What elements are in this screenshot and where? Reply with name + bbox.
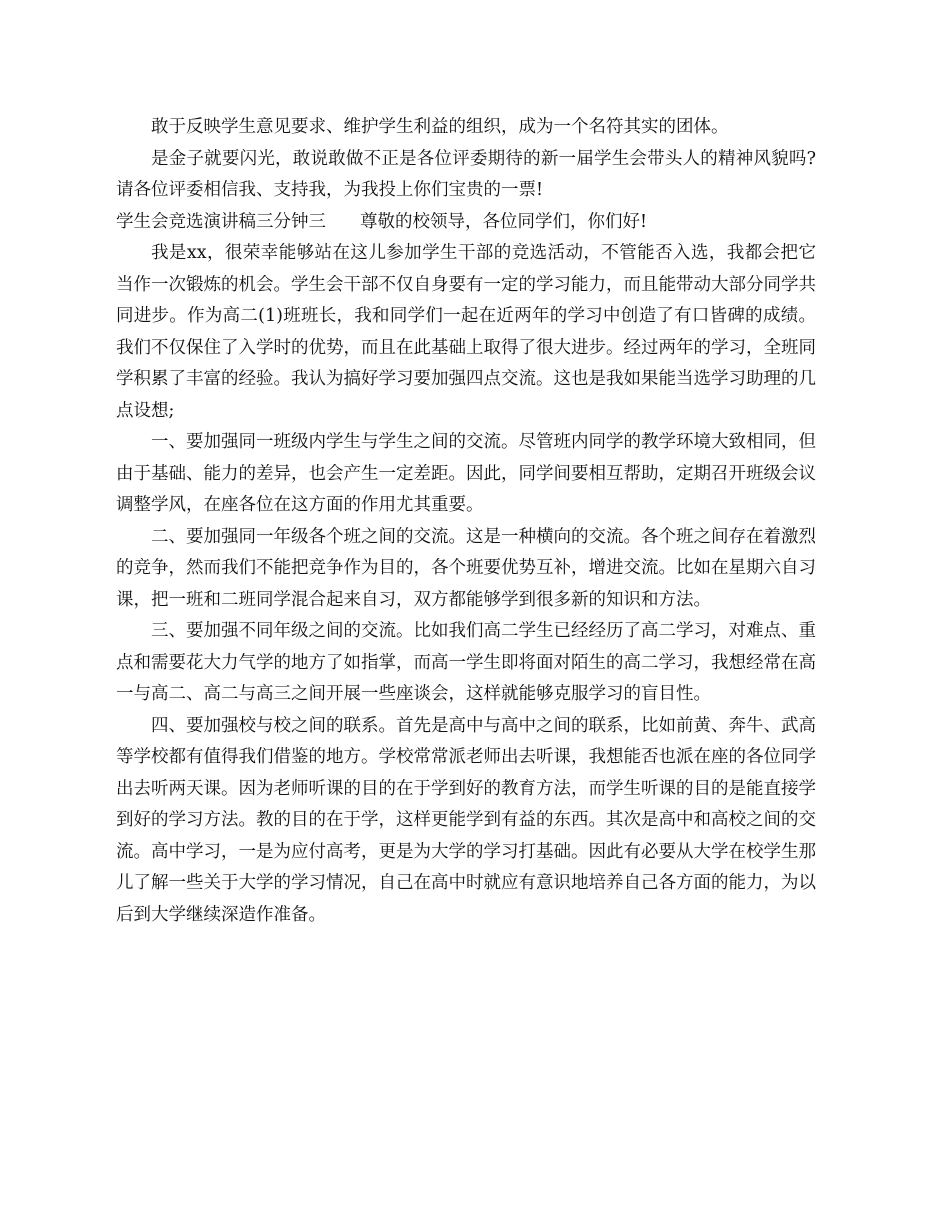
section-title: 学生会竞选演讲稿三分钟三	[116, 211, 326, 232]
paragraph-3: 我是xx，很荣幸能够站在这儿参加学生干部的竞选活动，不管能否入选，我都会把它当作一次锻炼的机会。学生会干部不仅自身要有一定的学习能力，而且能带动大部分同学共同进步。作为高二(1)班班长，我和同学们一起在近两年的学习中创造了有口皆碑的成绩。我们不仅保住了入学时的优势，而且在此基础上取得了很大进步。经过两年的学习，全班同学积累了丰富的经验。我认为搞好学习要加强四点交流。这也是我如果能当选学习助理的几点设想;	[116, 243, 816, 421]
document-body	[116, 112, 816, 931]
paragraph-1: 敢于反映学生意见要求、维护学生利益的组织，成为一个名符其实的团体。	[151, 117, 729, 137]
paragraph-7: 四、要加强校与校之间的联系。首先是高中与高中之间的联系，比如前黄、奔牛、武高等学校都有值得我们借鉴的地方。学校常常派老师出去听课，我想能否也派在座的各位同学出去听两天课。因为老师听课的目的在于学到好的教育方法，而学生听课的目的是能直接学到好的学习方法。教的目的在于学，这样更能学到有益的东西。其次是高中和高校之间的交流。高中学习，一是为应付高考，更是为大学的学习打基础。因此有必要从大学在校学生那儿了解一些关于大学的学习情况，自己在高中时就应有意识地培养自己各方面的能力，为以后到大学继续深造作准备。	[116, 715, 816, 925]
paragraph-5: 二、要加强同一年级各个班之间的交流。这是一种横向的交流。各个班之间存在着激烈的竞争，然而我们不能把竞争作为目的，各个班要优势互补，增进交流。比如在星期六自习课，把一班和二班同学混合起来自习，双方都能够学到很多新的知识和方法。	[116, 526, 816, 610]
section-heading-line	[116, 207, 816, 239]
paragraph-2: 是金子就要闪光，敢说敢做不正是各位评委期待的新一届学生会带头人的精神风貌吗?请各位评委相信我、支持我，为我投上你们宝贵的一票!	[116, 148, 816, 200]
greeting: 尊敬的校领导，各位同学们，你们好!	[360, 211, 648, 232]
paragraph-4: 一、要加强同一班级内学生与学生之间的交流。尽管班内同学的教学环境大致相同，但由于基础、能力的差异，也会产生一定差距。因此，同学间要相互帮助，定期召开班级会议调整学风，在座各位在这方面的作用尤其重要。	[116, 432, 816, 515]
paragraph-6: 三、要加强不同年级之间的交流。比如我们高二学生已经经历了高二学习，对难点、重点和需要花大力气学的地方了如指掌，而高一学生即将面对陌生的高二学习，我想经常在高一与高二、高二与高三之间开展一些座谈会，这样就能够克服学习的盲目性。	[116, 621, 816, 704]
